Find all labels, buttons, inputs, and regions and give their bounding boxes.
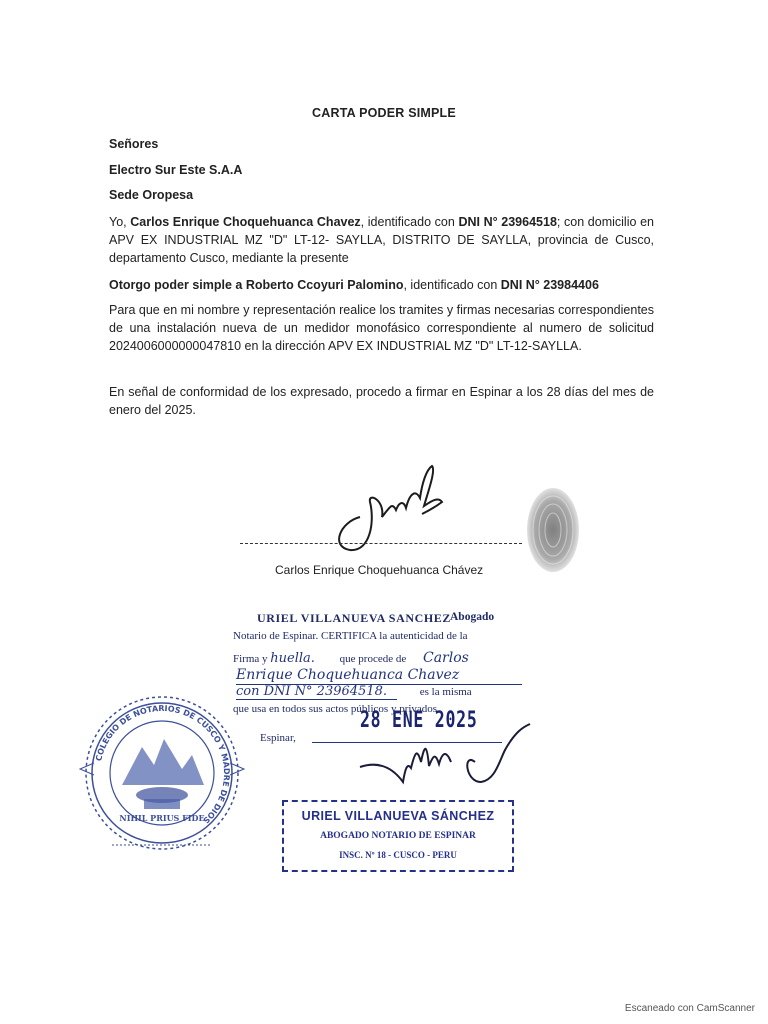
notary-title: Abogado	[450, 611, 495, 623]
paragraph-purpose: Para que en mi nombre y representación realice los tramites y firmas necesarias correspondientes de una instalación nueva de un medidor monofásico correspondiente al numero de solicitud 2024006000000047810 en la dirección APV EX INDUSTRIAL MZ "D" LT-12-SAYLLA.	[109, 303, 654, 353]
paragraph-conformity: En señal de conformidad de los expresado, procedo a firmar en Espinar a los 28 días del mes de enero del 2025.	[109, 385, 654, 417]
signer-name: Carlos Enrique Choquehuanca Chávez	[275, 563, 484, 577]
grant-mid: , identificado con	[403, 278, 501, 292]
declarant-dni: DNI N° 23964518	[458, 215, 557, 229]
notary-signature	[355, 722, 535, 792]
notary-college-seal	[72, 685, 252, 855]
cert-hand-dni: con DNI N° 23964518.	[236, 684, 397, 700]
box-stamp-title: ABOGADO NOTARIO DE ESPINAR	[320, 831, 476, 841]
notary-cert-line-1: Notario de Espinar. CERTIFICA la autenticidad de la	[233, 630, 468, 642]
notary-place: Espinar,	[260, 732, 296, 744]
seal-ring-text: COLEGIO DE NOTARIOS DE CUSCO Y MADRE DE DIOS	[94, 703, 232, 826]
notary-cert-line-3	[236, 666, 522, 685]
paragraph-grant	[109, 276, 654, 294]
notary-box-stamp	[282, 800, 514, 872]
cert-hand-huella: huella.	[270, 651, 315, 666]
p1-rest: ; con domicilio en APV EX INDUSTRIAL MZ "D" LT-12- SAYLLA, DISTRITO DE SAYLLA, provincia de Cusco, departamento Cusco, mediante la presente	[109, 215, 654, 265]
box-stamp-name: URIEL VILLANUEVA SÁNCHEZ	[301, 809, 495, 823]
fingerprint-image	[523, 485, 583, 575]
cert-firma: Firma y	[233, 653, 268, 665]
date-stamp: 28 ENE 2025	[360, 708, 478, 733]
salutation: Señores	[109, 137, 159, 151]
declarant-signature	[330, 462, 450, 552]
grantee-dni: DNI N° 23984406	[500, 278, 599, 292]
recipient-branch: Sede Oropesa	[109, 188, 194, 202]
signature-line	[240, 543, 522, 544]
cert-misma: es la misma	[419, 686, 472, 698]
recipient-company: Electro Sur Este S.A.A	[109, 163, 243, 177]
grant-to: Otorgo poder simple a Roberto Ccoyuri Palomino	[109, 278, 404, 292]
cert-hand-first-name: Carlos	[423, 650, 469, 666]
scanner-watermark: Escaneado con CamScanner	[624, 1003, 755, 1014]
notary-cert-line-4	[236, 684, 536, 699]
cert-hand-surnames: Enrique Choquehuanca Chavez	[236, 667, 460, 683]
notary-name: URIEL VILLANUEVA SANCHEZ	[257, 611, 452, 625]
declarant-name: Carlos Enrique Choquehuanca Chavez	[130, 215, 361, 229]
notary-cert-line-2	[233, 650, 533, 666]
p1-mid: , identificado con	[360, 215, 459, 229]
cert-procede: que procede de	[339, 653, 407, 665]
paragraph-declarant	[109, 213, 654, 267]
box-stamp-registration: INSC. Nº 18 - CUSCO - PERU	[339, 850, 457, 860]
seal-motto: NIHIL PRIUS FIDE	[119, 813, 205, 823]
notary-cert-line-5: que usa en todos sus actos públicos y privados.	[233, 703, 440, 715]
p1-prefix: Yo,	[109, 215, 131, 229]
document-title: CARTA PODER SIMPLE	[312, 106, 456, 120]
